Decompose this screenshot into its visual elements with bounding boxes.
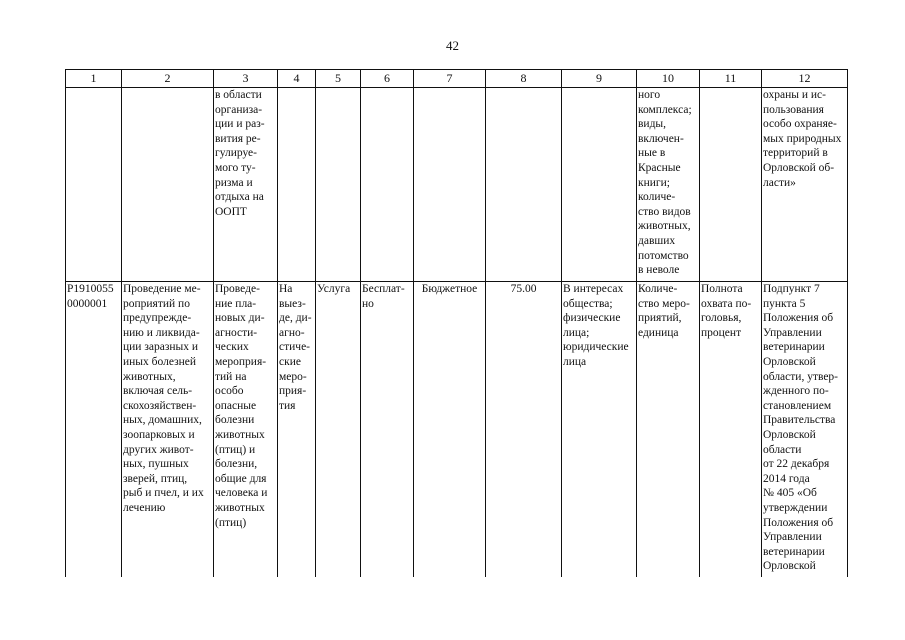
table-cell xyxy=(278,88,316,282)
table-cell: Бюджетное xyxy=(414,282,486,578)
table-cell: в области организа- ции и раз- вития ре- гулируе- мого ту- ризма и отдыха на ООПТ xyxy=(214,88,278,282)
table-cell: Подпункт 7 пункта 5 Положения об Управлении ветеринарии Орловской области, утвер- жденного по- становлением Правительства Орловской области от 22 декабря 2014 года № 405 «Об утверждении Положения об Управлении ветеринарии Орловской xyxy=(762,282,848,578)
table-cell xyxy=(316,88,361,282)
column-header: 9 xyxy=(562,70,637,88)
column-header: 5 xyxy=(316,70,361,88)
table-row xyxy=(66,88,848,282)
column-header: 4 xyxy=(278,70,316,88)
table-cell: В интересах общества; физические лица; юридические лица xyxy=(562,282,637,578)
column-header: 10 xyxy=(637,70,700,88)
column-header: 7 xyxy=(414,70,486,88)
table-row xyxy=(66,282,848,578)
column-header: 11 xyxy=(700,70,762,88)
service-code-cell: P1910055 0000001 xyxy=(66,282,122,578)
column-header: 8 xyxy=(486,70,562,88)
column-header: 6 xyxy=(361,70,414,88)
table-header-row xyxy=(66,70,848,88)
table-cell: Услуга xyxy=(316,282,361,578)
column-header: 2 xyxy=(122,70,214,88)
table-cell: Бесплат- но xyxy=(361,282,414,578)
table-cell xyxy=(562,88,637,282)
table-cell: ного комплекса; виды, включен- ные в Красные книги; количе- ство видов животных, давших потомство в неволе xyxy=(637,88,700,282)
table-cell: охраны и ис- пользования особо охраняе- мых природных территорий в Орловской об- ласти» xyxy=(762,88,848,282)
table-cell xyxy=(414,88,486,282)
page-number: 42 xyxy=(446,38,459,53)
table-cell: Проведе- ние пла- новых ди- агности- ческих мероприя- тий на особо опасные болезни животных (птиц) и болезни, общие для человека и животных (птиц) xyxy=(214,282,278,578)
service-name-cell: Проведение ме- роприятий по предупрежде- нию и ликвида- ции заразных и иных болезней животных, включая сель- скохозяйствен- ных, домашних, зоопарковых и других живот- ных, пушных зверей, птиц, рыб и пчел, и их лечению xyxy=(122,282,214,578)
table-cell: 75.00 xyxy=(486,282,562,578)
table-cell xyxy=(486,88,562,282)
table-cell xyxy=(361,88,414,282)
column-header: 12 xyxy=(762,70,848,88)
table-cell: Количе- ство меро- приятий, единица xyxy=(637,282,700,578)
column-header: 3 xyxy=(214,70,278,88)
table-cell: На выез- де, ди- агно- стиче- ские меро- прия- тия xyxy=(278,282,316,578)
table-cell xyxy=(122,88,214,282)
table-cell xyxy=(700,88,762,282)
table-cell: Полнота охвата по- головья, процент xyxy=(700,282,762,578)
column-header: 1 xyxy=(66,70,122,88)
registry-table xyxy=(65,69,848,577)
table-cell xyxy=(66,88,122,282)
